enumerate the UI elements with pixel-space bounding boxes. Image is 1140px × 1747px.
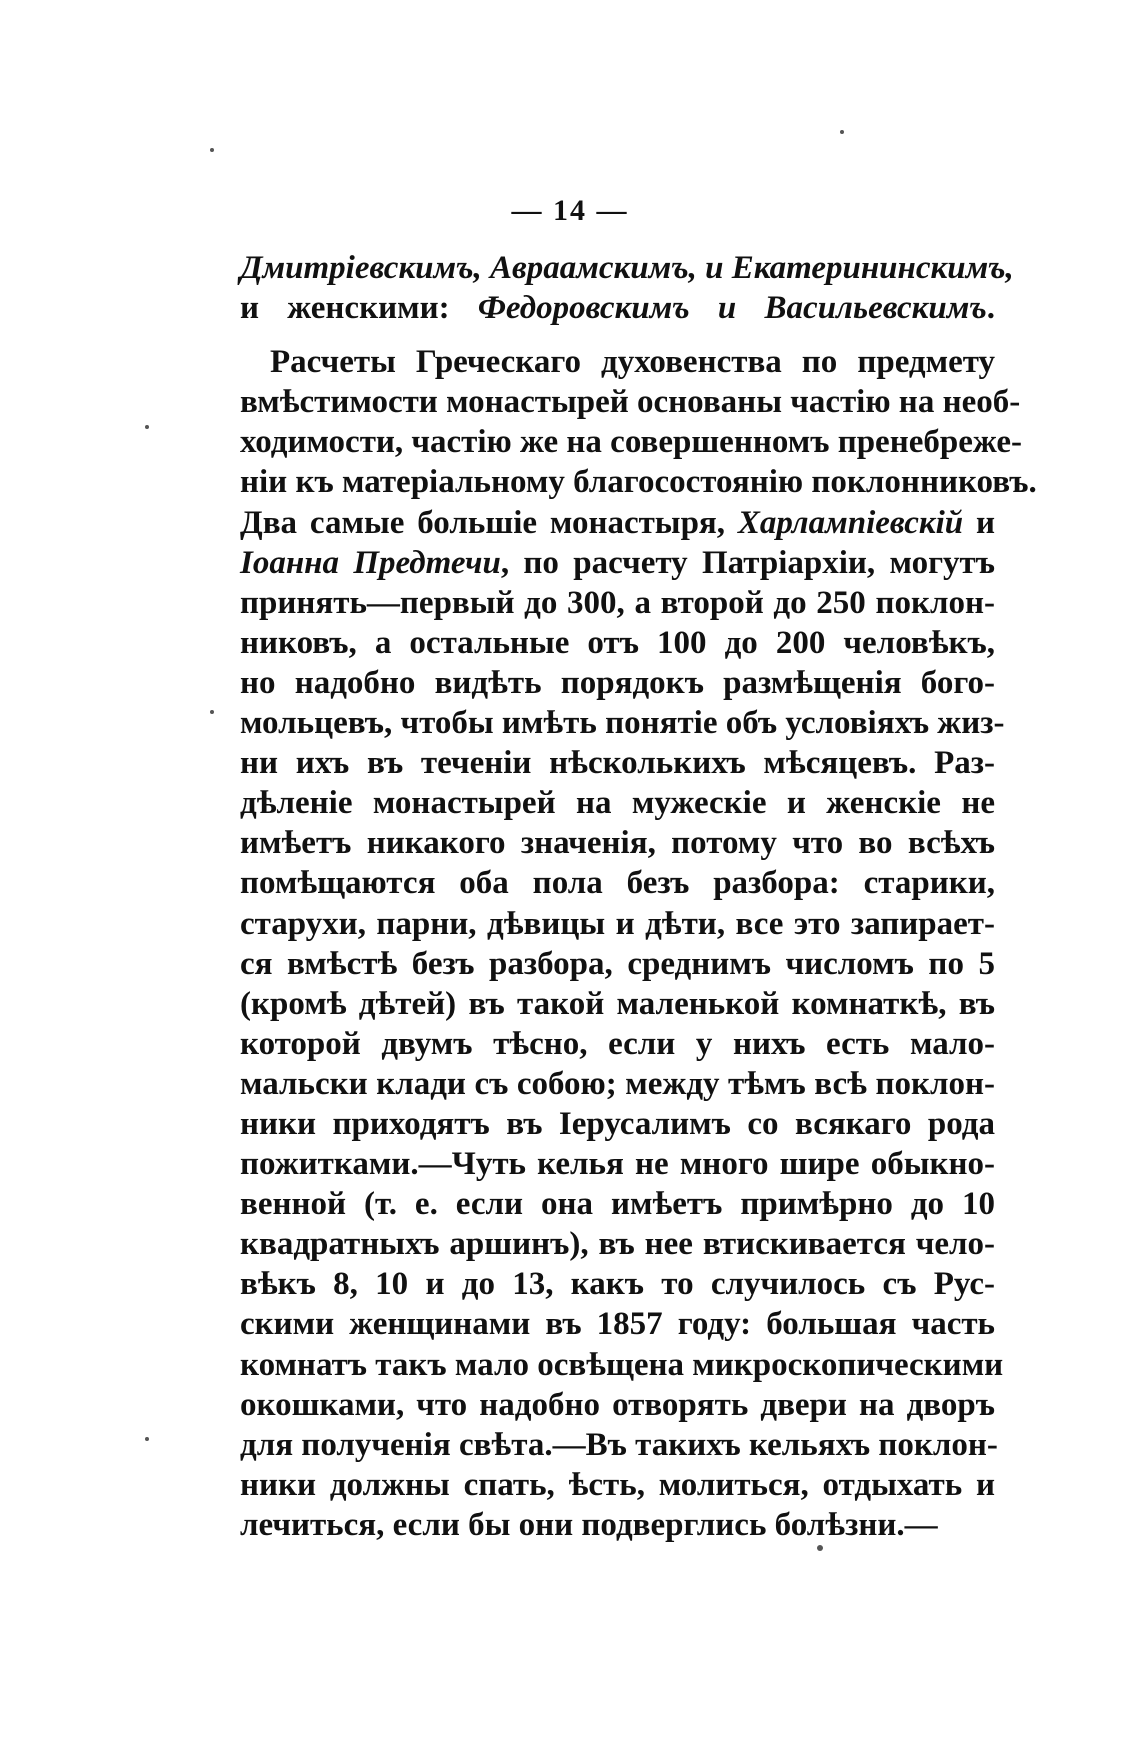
- text-line: лечиться, если бы они подверглись болѣзни.—: [240, 1506, 938, 1543]
- text-line: квадратныхъ аршинъ), въ нее втискивается чело-: [240, 1226, 995, 1263]
- text-line: ники должны спать, ѣсть, молиться, отдыхать и: [240, 1466, 995, 1503]
- text-line: имѣетъ никакого значенія, потому что во всѣхъ: [240, 825, 995, 862]
- text-line: дѣленіе монастырей на мужескіе и женскіе не: [240, 785, 995, 822]
- text-span: , по расчету Патріархіи, могутъ: [500, 544, 995, 581]
- text-line: ся вмѣстѣ безъ разбора, среднимъ числомъ по 5: [240, 945, 995, 982]
- text-line: скими женщинами въ 1857 году: большая часть: [240, 1306, 995, 1343]
- text-line: Расчеты Греческаго духовенства по предмету: [270, 344, 995, 381]
- text-line: комнатъ такъ мало освѣщена микроскопическими: [240, 1346, 1004, 1383]
- text-line: венной (т. е. если она имѣетъ примѣрно до 10: [240, 1186, 995, 1223]
- scan-speck: [840, 130, 844, 134]
- text-line: которой двумъ тѣсно, если у нихъ есть мало-: [240, 1025, 995, 1062]
- text-line: никовъ, а остальные отъ 100 до 200 человѣкъ,: [240, 624, 995, 661]
- italic-name: Іоанна Предтечи: [240, 544, 501, 581]
- text-line: [240, 288, 995, 328]
- italic-name: Харлампіевскій: [737, 504, 964, 541]
- text-line: пожитками.—Чуть келья не много шире обыкно-: [240, 1146, 995, 1183]
- text-line: старухи, парни, дѣвицы и дѣти, все это запирает-: [240, 905, 995, 942]
- text-span: и женскими:: [240, 290, 478, 327]
- text-span: и: [963, 504, 995, 541]
- text-line: мольцевъ, чтобы имѣть понятіе объ условіяхъ жиз-: [240, 705, 1005, 742]
- body-text: [240, 248, 1037, 1545]
- scan-speck: [145, 1437, 149, 1441]
- text-line: вмѣстимости монастырей основаны частію на необ-: [240, 384, 1021, 421]
- text-line: Дмитріевскимъ, Авраамскимъ, и Екатерининскимъ,: [240, 250, 1014, 286]
- text-line: ходимости, частію же на совершенномъ пренебреже-: [240, 424, 1022, 461]
- text-line: вѣкъ 8, 10 и до 13, какъ то случилось съ Рус-: [240, 1266, 995, 1303]
- text-span: .: [986, 290, 995, 327]
- text-line: ни ихъ въ теченіи нѣсколькихъ мѣсяцевъ. Раз-: [240, 745, 995, 782]
- text-line: ніи къ матеріальному благосостоянію поклонниковъ.: [240, 464, 1037, 501]
- text-line: для полученія свѣта.—Въ такихъ кельяхъ поклон-: [240, 1426, 998, 1463]
- text-line: но надобно видѣть порядокъ размѣщенія бого-: [240, 664, 995, 701]
- text-line: ники приходятъ въ Іерусалимъ со всякаго рода: [240, 1105, 995, 1142]
- text-line: [240, 543, 995, 583]
- text-span: Два самые большіе монастыря,: [240, 504, 738, 541]
- text-line: окошками, что надобно отворять двери на дворъ: [240, 1386, 995, 1423]
- text-line: помѣщаются оба пола безъ разбора: старики,: [240, 865, 995, 902]
- scan-speck: [210, 710, 214, 714]
- text-line: [240, 503, 995, 543]
- scan-speck: [817, 1545, 823, 1551]
- scan-speck: [210, 148, 214, 152]
- text-line: принять—первый до 300, а второй до 250 поклон-: [240, 584, 995, 621]
- italic-name: Федоровскимъ и Васильевскимъ: [477, 290, 987, 327]
- page-number: — 14 —: [511, 194, 629, 227]
- text-line: мальски клади съ собою; между тѣмъ всѣ поклон-: [240, 1065, 995, 1102]
- text-line: (кромѣ дѣтей) въ такой маленькой комнаткѣ, въ: [240, 985, 995, 1022]
- scan-speck: [145, 425, 149, 429]
